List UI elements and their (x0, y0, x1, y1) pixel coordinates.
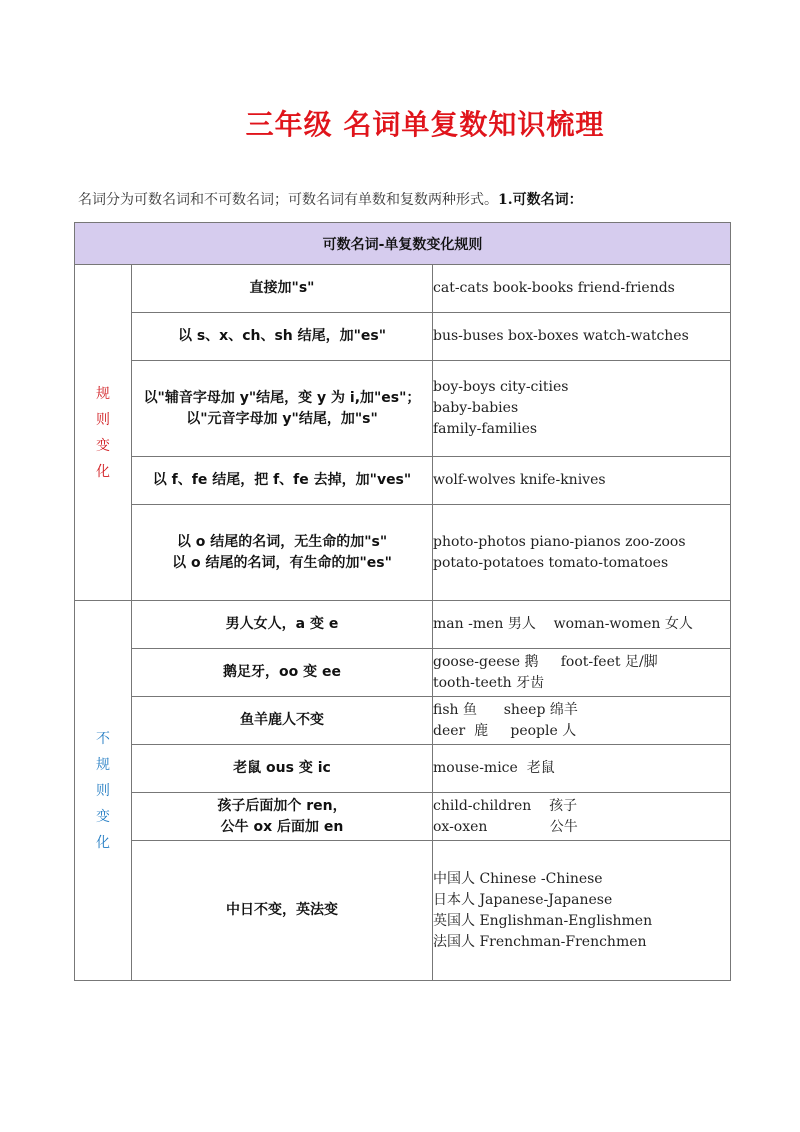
intro-section-heading: 1.可数名词： (498, 192, 583, 208)
rule-cell (132, 745, 433, 793)
example-line: 中国人 Chinese -Chinese (433, 870, 603, 887)
group-label-char: 化 (96, 834, 110, 851)
rule-cell (132, 457, 433, 505)
group-label-irregular (75, 601, 132, 981)
group-label-char: 化 (96, 463, 110, 480)
example-cell (433, 313, 731, 361)
page-title: 三年级 名词单复数知识梳理 (245, 108, 605, 141)
table-row (75, 601, 731, 649)
table-row (75, 697, 731, 745)
rule-cell (132, 649, 433, 697)
table-row (75, 505, 731, 601)
rule-cell (132, 601, 433, 649)
rule-cell (132, 505, 433, 601)
rule-text: 以"辅音字母加 y"结尾，变 y 为 i,加"es"； (143, 389, 421, 406)
rule-cell (132, 265, 433, 313)
example-line: mouse-mice 老鼠 (433, 760, 555, 776)
table-row (75, 361, 731, 457)
example-cell (433, 697, 731, 745)
table-row (75, 841, 731, 981)
example-line: child-children 孩子 (433, 797, 578, 814)
table-header: 可数名词-单复数变化规则 (75, 223, 731, 265)
table-row (75, 793, 731, 841)
example-line: 法国人 Frenchman-Frenchmen (433, 933, 647, 950)
rule-text: 中日不变，英法变 (226, 902, 338, 918)
example-line: goose-geese 鹅 foot-feet 足/脚 (433, 653, 658, 670)
example-line: wolf-wolves knife-knives (433, 472, 606, 488)
example-line: cat-cats book-books friend-friends (433, 280, 675, 296)
example-cell (433, 841, 731, 981)
group-label-char: 变 (96, 808, 110, 825)
rule-text: 公牛 ox 后面加 en (220, 818, 344, 835)
rule-text: 鹅足牙，oo 变 ee (223, 664, 341, 680)
rule-text: 孩子后面加个 ren， (217, 797, 347, 814)
rule-text: 以 f、fe 结尾，把 f、fe 去掉，加"ves" (152, 472, 412, 488)
rule-cell (132, 697, 433, 745)
example-line: 日本人 Japanese-Japanese (433, 891, 613, 908)
table-row (75, 649, 731, 697)
group-label-char: 变 (96, 437, 110, 454)
intro-sentence: 名词分为可数名词和不可数名词；可数名词有单数和复数两种形式。 (78, 192, 498, 208)
rule-text: 以 s、x、ch、sh 结尾，加"es" (177, 328, 387, 344)
group-label-char: 则 (96, 782, 110, 799)
table-row (75, 313, 731, 361)
rule-cell (132, 841, 433, 981)
example-line: ox-oxen 公牛 (433, 818, 578, 835)
example-line: baby-babies (433, 400, 519, 416)
rule-cell (132, 793, 433, 841)
example-line: deer 鹿 people 人 (433, 722, 577, 739)
table-row (75, 457, 731, 505)
example-line: man -men 男人 woman-women 女人 (433, 616, 693, 632)
example-cell (433, 505, 731, 601)
group-label-char: 规 (96, 385, 110, 402)
example-line: boy-boys city-cities (433, 379, 569, 395)
group-label-char: 则 (96, 411, 110, 428)
example-line: potato-potatoes tomato-tomatoes (433, 554, 669, 571)
rule-text: 男人女人，a 变 e (225, 616, 339, 632)
group-label-char: 不 (96, 730, 110, 747)
intro-text (78, 189, 758, 209)
rule-text: 以 o 结尾的名词，有生命的加"es" (172, 554, 392, 571)
group-label-char: 规 (96, 756, 110, 773)
group-label-regular (75, 265, 132, 601)
example-cell (433, 265, 731, 313)
example-cell (433, 457, 731, 505)
rule-text: 直接加"s" (249, 280, 315, 296)
example-line: 英国人 Englishman-Englishmen (433, 912, 653, 929)
plural-rules-table (74, 222, 731, 981)
rule-text: 以 o 结尾的名词，无生命的加"s" (176, 533, 388, 550)
example-line: tooth-teeth 牙齿 (433, 674, 545, 691)
example-cell (433, 601, 731, 649)
table-row (75, 745, 731, 793)
rule-text: 老鼠 ous 变 ic (233, 760, 331, 776)
example-cell (433, 649, 731, 697)
rule-text: 鱼羊鹿人不变 (240, 712, 324, 728)
example-line: bus-buses box-boxes watch-watches (433, 328, 689, 344)
rule-cell (132, 313, 433, 361)
example-cell (433, 745, 731, 793)
example-cell (433, 793, 731, 841)
rule-text: 以"元音字母加 y"结尾，加"s" (186, 410, 378, 427)
example-line: photo-photos piano-pianos zoo-zoos (433, 533, 686, 550)
example-line: fish 鱼 sheep 绵羊 (433, 701, 578, 718)
table-header-row (75, 223, 731, 265)
rule-cell (132, 361, 433, 457)
table-row (75, 265, 731, 313)
example-cell (433, 361, 731, 457)
example-line: family-families (433, 421, 538, 437)
